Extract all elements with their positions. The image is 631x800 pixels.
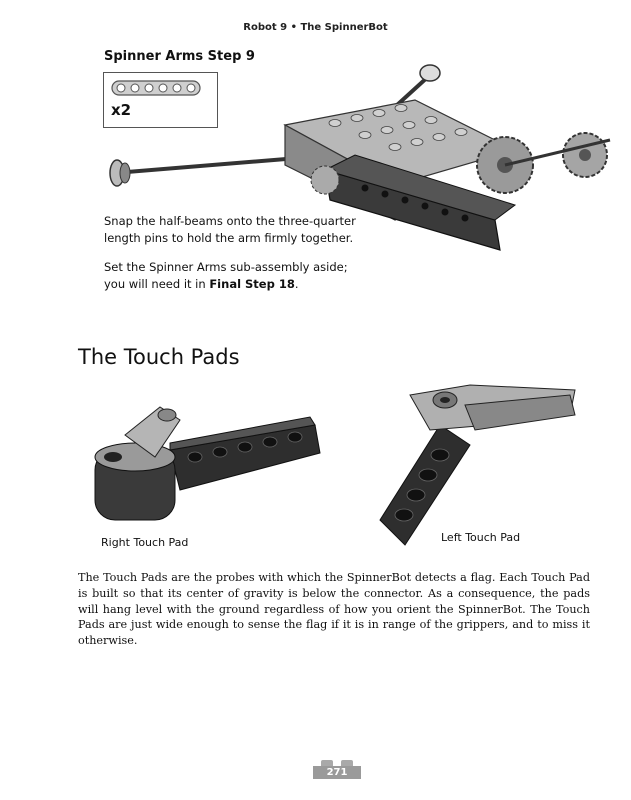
step-paragraph-1-line-2: length pins to hold the arm firmly together.: [104, 231, 354, 245]
part-quantity: x2: [111, 101, 132, 119]
step-paragraph-1-line-1: Snap the half-beams onto the three-quarter: [104, 214, 356, 228]
caption-left-touch-pad: Left Touch Pad: [441, 531, 521, 544]
step-paragraph-2-suffix: .: [294, 277, 299, 291]
step-paragraph-2: [104, 259, 348, 293]
step-paragraph-2-prefix: you will need it in: [104, 277, 210, 291]
left-touch-pad-illustration: [370, 375, 580, 550]
step-paragraph-1: [104, 213, 356, 247]
parts-callout: [103, 72, 218, 128]
step-paragraph-2-line-1: Set the Spinner Arms sub-assembly aside;: [104, 260, 348, 274]
page-number-brick: [313, 757, 361, 779]
half-beam-part-icon: [104, 73, 219, 103]
page-number: 271: [313, 766, 361, 779]
final-step-reference: Final Step 18: [209, 277, 295, 291]
running-header: Robot 9 • The SpinnerBot: [243, 22, 388, 33]
section-title: The Touch Pads: [78, 345, 240, 369]
caption-right-touch-pad: Right Touch Pad: [101, 536, 189, 549]
right-touch-pad-illustration: [85, 395, 325, 530]
step-title: Spinner Arms Step 9: [104, 49, 255, 64]
body-paragraph: The Touch Pads are the probes with which the SpinnerBot detects a flag. Each Touch Pad is built so that its center of gravity is below the connector. As a consequence, the pads will hang level with the ground regardless of how you orient the SpinnerBot. The Touch Pads are just wide enough to sense the flag if it is in range of the grippers, and to miss it otherwise.: [78, 571, 590, 648]
step-paragraph-2-line-2: [104, 276, 348, 293]
